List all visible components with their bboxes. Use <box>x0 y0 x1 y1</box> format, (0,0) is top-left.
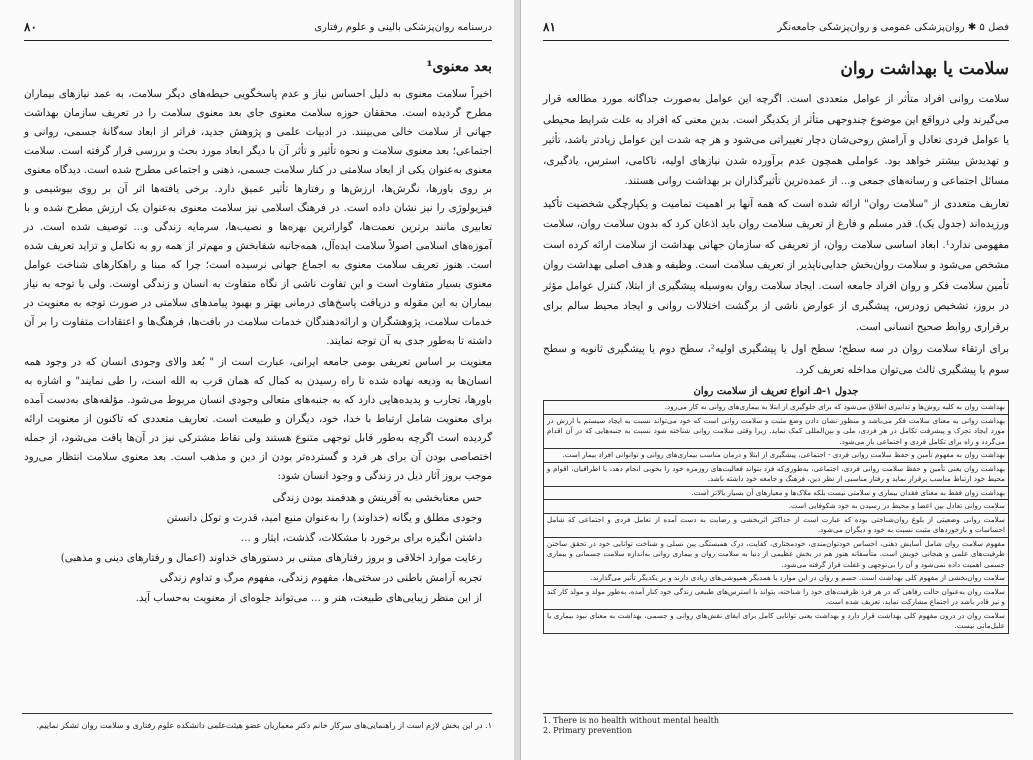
table-row <box>544 414 1009 449</box>
table-cell: بهداشت روان یعنی تأمین و حفظ سلامت روانی فردی، اجتماعی، به‌طوری‌که فرد بتواند فعالیت‌های روزمره خود را بخوبی انجام دهد، با اطرافیان، اقوام و محیط خود ارتباط مناسب برقرار نماید و رفتار مناسبی از نظر دین، فرهنگ و جامعه خود داشته باشد. <box>544 462 1009 486</box>
list-item: تجربه آرامش باطنی در سختی‌ها، مفهوم زندگی، مفهوم مرگ و تداوم زندگی <box>159 572 482 584</box>
section-title: بعد معنوی¹ <box>426 59 492 75</box>
table-cell: بهداشت روانی به معنای سلامت فکر می‌باشد و منظور نشان دادن وضع مثبت و سلامت روانی است که خود می‌تواند نسبت به ایجاد سیستم با ارزش در مورد ایجاد تحرک و پیشرفت تکامل در هر فردی، ملی و بین‌المللی کمک نماید. زیرا وقتی سلامت روانی شناخته شود نسبت به جنبه‌هایی که در آن اقدام می‌گردد و راه برای تکامل فردی و اجتماعی باز می‌شود. <box>544 414 1009 449</box>
page-81 <box>520 0 1033 760</box>
definitions-table <box>543 400 1009 634</box>
paragraph: اخیراً سلامت معنوی به دلیل احساس نیاز و عدم پاسخگویی حیطه‌های دیگر سلامت، به عمد نیازهای بیماران مطرح گردیده است. محققان حوزه سلامت معنوی جای بعد معنوی سلامت را در تعریف سازمان بهداشت جهانی از سلامت خالی می‌بینند. در ادبیات علمی و پژوهش جدید، فراتر از ابعاد سه‌گانهٔ جسمی، روانی و اجتماعی؛ بعد معنوی سلامت و نحوه تأثیر و تأثر آن با دیگر ابعاد مورد بحث و بررسی قرار گرفته است. سلامت معنوی به‌عنوان یکی از ابعاد سلامتی در کنار سلامت جسمی، ذهنی و اجتماعی مطرح شده است. دیدگاه معنوی بر روی باورها، نگرش‌ها، ارزش‌ها و رفتارها تأثیر عمیق دارد. برخی یافته‌ها اثر آن بر روی بیوشیمی و فیزیولوژی را نیز نشان داده است. در فرهنگ اسلامی نیز سلامت معنوی به‌عنوان یک ارزش مطرح شده و با تعابیری مانند برترین نعمت‌ها، گواراترین بهره‌ها و نصیب‌ها، سرمایه زندگی و... توصیف شده است. در آموزه‌های اسلامی اصولاً سلامت ایده‌آل، همه‌جانبه شفابخش و مهم‌تر از همه رو به تکامل و تزاید تعریف شده است. هنوز تعریف سلامت معنوی به اجماع جهانی نرسیده است؛ چرا که مبنا و راهکارهای شناخت عوامل معنوی بسیار متفاوت است و این تفاوت ناشی از نگاه متفاوت به انسان و زندگی اوست. ولی با توجه به نیاز بیماران به این مقوله و دریافت پاسخ‌های درمانی بهتر و بهبود پیامدهای سلامتی در صورت توجه به معنویت در خدمات سلامت، پژوهشگران و ارائه‌دهندگان خدمات سلامت در بافت‌ها، فرهنگ‌ها و اعتقادات متفاوت را بر آن داشته تا به‌طور جدی به آن توجه نمایند. <box>24 88 492 347</box>
paragraph: سلامت روانی افراد متأثر از عوامل متعددی است. اگرچه این عوامل به‌صورت جداگانه مورد مطالعه قرار می‌گیرند ولی درواقع این موضوع چندوجهی متأثر از یکدیگر است. بدین معنی که افراد به علت شرایط محیطی یا عوامل فردی تعادل و آرامش روحی‌شان دچار تغییراتی می‌شود و هر چه شدت این عوامل زیادتر باشد، تأثیر و تهدیدش بیشتر خواهد بود. عواملی همچون عدم برآورده شدن نیازهای اولیه، ناکامی، استرس، یادگیری، مسائل اجتماعی و رسانه‌های جمعی و... از عمده‌ترین تأثیرگذاران بر بهداشت روانی هستند. <box>543 93 1009 187</box>
table-row <box>544 609 1009 633</box>
table-cell: مفهوم سلامت روان شامل آسایش ذهنی، احساس خودتوان‌مندی، خودمختاری، کفایت، درک همبستگی بین نسلی و شناخت توانایی خود در تحقق ساختن ظرفیت‌های علمی و هیجانی خویش است. متأسفانه هنوز هم در بخش عظیمی از دنیا به سلامت روان و بیماری روانی به‌اندازه سلامت جسمانی و بیماری جسمی اهمیت داده نمی‌شود و آن را بی‌توجهی و غفلت قرار گرفته می‌شود. <box>544 537 1009 572</box>
table-row <box>544 449 1009 463</box>
effects-list <box>24 488 492 608</box>
footnote-2: 2. Primary prevention <box>543 726 633 735</box>
list-item: وجودی مطلق و یگانه (خداوند) را به‌عنوان منبع امید، قدرت و توکل دانستن <box>166 512 482 524</box>
table-cell: سلامت روان به‌عنوان حالت رفاهی که در هر فرد ظرفیت‌های خود را شناخته، بتواند با استرس‌های طبیعی زندگی خود کنار آمده، به‌طور مولد و مولد کار کند و نیز قادر باشد در اجتماع مشارکت نماید، تعریف شده است. <box>544 585 1009 609</box>
table-row <box>544 500 1009 514</box>
footnote: ۱. در این بخش لازم است از راهنمایی‌های سرکار خانم دکتر معماریان عضو هیئت‌علمی دانشکده علوم رفتاری و سلامت روان تشکر نماییم. <box>36 721 492 730</box>
table-cell: بهداشت روان فقط به معنای فقدان بیماری و سلامتی نیست بلکه ملاک‌ها و معیارهای آن بسیار بالاتر است. <box>544 486 1009 500</box>
chapter-section-title: سلامت یا بهداشت روان <box>840 59 1009 79</box>
paragraph: برای ارتقاء سلامت روان در سه سطح؛ سطح اول یا پیشگیری اولیه²، سطح دوم یا پیشگیری ثانویه و سطح سوم یا پیشگیری ثالث می‌توان مداخله تعریف کرد. <box>543 343 1009 376</box>
list-item: رعایت موارد اخلاقی و بروز رفتارهای مبتنی بر دستورهای خداوند (اعمال و رفتارهای دینی و مذهبی) <box>60 552 482 564</box>
running-title: درسنامه روان‌پزشکی بالینی و علوم رفتاری <box>314 21 492 33</box>
english-footnotes <box>543 713 1013 736</box>
paragraph: تعاریف متعددی از "سلامت روان" ارائه شده است که همه آنها بر اهمیت تمامیت و یکپارچگی شخصیت تأکید ورزیده‌اند (جدول یک). قدر مسلم و فارغ از تعریف سلامت روان باید اذعان کرد که بدون سلامت روان، سلامت مفهومی ندارد¹. ابعاد اساسی سلامت روان، از تعریفی که سازمان جهانی بهداشت از سلامت ارائه کرده است مشخص می‌شود و سلامت روان‌بخش جدایی‌ناپذیر از تعریف سلامت است. وظیفه و هدف اصلی بهداشت روان تأمین سلامت فکر و روان افراد جامعه است. ایجاد سلامت روان به‌وسیله پیشگیری از ابتلا، کنترل عوامل مؤثر در بروز، تشخیص زودرس، پیشگیری از عوارض ناشی از برگشت اختلالات روانی و ایجاد محیط سالم برای برقراری روابط صحیح انسانی است. <box>543 197 1009 333</box>
table-cell: سلامت روانی وضعیتی از بلوغ روان‌شناختی بوده که عبارت است از حداکثر اثربخشی و رضایت به دست آمده از تعامل فردی و اجتماعی که شامل احساسات و بازخوردهای مثبت نسبت به خود و دیگران می‌شود. <box>544 513 1009 537</box>
table-cell: سلامت روانی تعادل بین اعضا و محیط در رسیدن به خود شکوفایی است. <box>544 500 1009 514</box>
table-row <box>544 585 1009 609</box>
footnote-1: 1. There is no health without mental health <box>543 716 719 725</box>
table-cell: سلامت روان در درون مفهوم کلی بهداشت قرار دارد و بهداشت یعنی توانایی کامل برای ایفای نقش‌های روانی و جسمی، بهداشت به معنای نبود بیماری یا علیل‌مانی نیست. <box>544 609 1009 633</box>
running-title: فصل ۵ ✱ روان‌پزشکی عمومی و روان‌پزشکی جامعه‌نگر <box>777 21 1009 33</box>
list-item: از این منظر زیبایی‌های طبیعت، هنر و ... می‌تواند جلوه‌ای از معنویت به‌حساب آید. <box>135 592 482 604</box>
table-cell: بهداشت روان به مفهوم تأمین و حفظ سلامت روانی فردی - اجتماعی، پیشگیری از ابتلا و درمان مناسب بیماری‌های روانی و توانوانی افراد بیمار است. <box>544 449 1009 463</box>
page-number: ۸۰ <box>24 20 37 34</box>
page-80 <box>0 0 514 760</box>
table-cell: بهداشت روان به کلیه روش‌ها و تدابیری اطلاق می‌شود که برای جلوگیری از ابتلا به بیماری‌های روانی به کار می‌رود. <box>544 401 1009 415</box>
table-title: جدول ۱-۵ـ انواع تعریف از سلامت روان <box>693 386 859 397</box>
page-number: ۸۱ <box>543 20 556 34</box>
table-row <box>544 572 1009 586</box>
footnote-divider <box>22 713 492 714</box>
page-header <box>543 20 1009 41</box>
list-item: داشتن انگیزه برای برخورد با مشکلات، گذشت، ایثار و ... <box>241 532 482 544</box>
table-cell: سلامت روان‌بخشی از مفهوم کلی بهداشت است. جسم و روان در این موارد با همدیگر همپوشی‌های زیادی دارند و بر یکدیگر تأثیر می‌گذارند. <box>544 572 1009 586</box>
table-row <box>544 537 1009 572</box>
table-row <box>544 486 1009 500</box>
table-row <box>544 401 1009 415</box>
page-header <box>24 20 492 41</box>
paragraph: معنویت بر اساس تعریفی بومی جامعه ایرانی، عبارت است از " بُعد والای وجودی انسان که در وجود همه انسان‌ها به ودیعه نهاده شده تا راه رسیدن به کمال که همان قرب به الله است، را طی نمایند" و اشاره به باورها، تجارب و پدیده‌هایی دارد که به جنبه‌های متعالی وجودی انسان مربوط می‌شود. مؤلفه‌های به‌دست آمده برای معنویت شامل ارتباط با خدا، خود، دیگران و طبیعت است. تعاریف متعددی که تاکنون از معنویت ارائه گردیده است اگرچه به‌طور قابل توجهی متنوع هستند ولی نقاط مشترکی نیز در آن‌ها یافت می‌شود، از جمله اختصاصی بودن آن برای هر فرد و گسترده‌تر بودن از دین و مذهب است. بعد معنوی سلامت انتظار می‌رود موجب بروز آثار ذیل در زندگی و وجود انسان شود: <box>24 356 492 482</box>
table-row <box>544 462 1009 486</box>
table-row <box>544 513 1009 537</box>
list-item: حس معنابخشی به آفرینش و هدفمند بودن زندگی <box>272 492 482 504</box>
